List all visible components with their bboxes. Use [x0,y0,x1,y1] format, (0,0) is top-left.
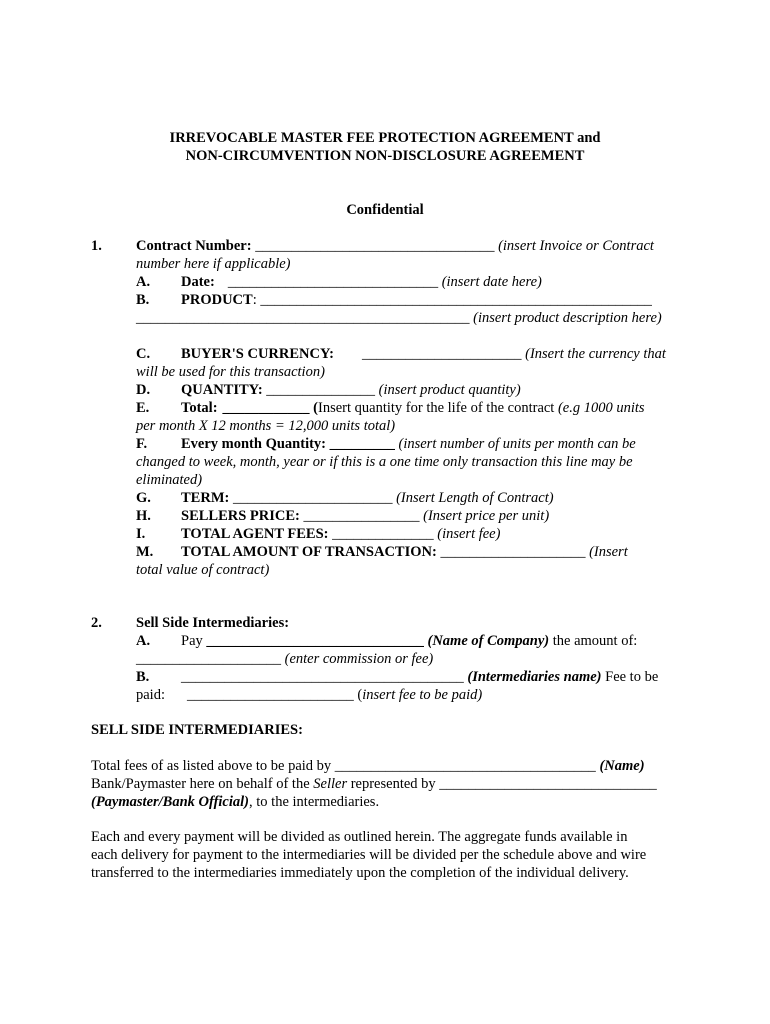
payment-paragraph-line-2: each delivery for payment to the intermediaries will be divided per the schedule above and wire [91,847,647,863]
item-m-hint: total value of contract) [136,562,270,578]
s2-item-a-pay: Pay ______________________________ (Name of Company) the amount of: [181,633,638,649]
total-fees-line-1: Total fees of as listed above to be paid by ____________________________________ (Name) [91,758,645,774]
confidential-heading: Confidential [346,202,424,218]
item-e-hint: per month X 12 months = 12,000 units total) [136,418,396,434]
item-d-letter: D. [136,382,151,398]
item-c-letter: C. [136,346,151,362]
item-f-hint-3: eliminated) [136,472,203,488]
section-1-number: 1. [91,238,102,254]
contract-number-line: Contract Number: _________________________________ (insert Invoice or Contract [136,238,654,254]
section-2-number: 2. [91,615,102,631]
item-b-letter: B. [136,292,150,308]
item-c-hint: will be used for this transaction) [136,364,325,380]
payment-paragraph-line-1: Each and every payment will be divided as outlined herein. The aggregate funds available in [91,829,628,845]
item-e-total: Total: ____________ (Insert quantity for the life of the contract (e.g 1000 units [181,400,645,416]
section-2-heading: Sell Side Intermediaries: [136,615,290,631]
item-m-letter: M. [136,544,154,560]
item-a-letter: A. [136,274,151,290]
payment-paragraph-line-3: transferred to the intermediaries immediately upon the completion of the individual delivery. [91,865,629,881]
s2-item-b-intermediary: _______________________________________ (Intermediaries name) Fee to be [181,669,659,685]
item-f-hint-2: changed to week, month, year or if this is a one time only transaction this line may be [136,454,633,470]
item-c-currency-blank: ______________________ (Insert the currency that [362,346,666,362]
s2-item-a-letter: A. [136,633,151,649]
item-i-agent-fees: TOTAL AGENT FEES: ______________ (insert fee) [181,526,501,542]
item-i-letter: I. [136,526,146,542]
s2-item-b-letter: B. [136,669,150,685]
contract-number-hint: number here if applicable) [136,256,291,272]
item-m-total-amount: TOTAL AMOUNT OF TRANSACTION: ____________________ (Insert [181,544,628,560]
item-b-product-line-2: ______________________________________________ (insert product description here) [136,310,662,326]
total-fees-line-3: (Paymaster/Bank Official), to the intermediaries. [91,794,380,810]
s2-item-b-paid-blank: _______________________ (insert fee to be paid) [187,687,483,703]
sell-side-heading: SELL SIDE INTERMEDIARIES: [91,722,303,738]
item-h-sellers-price: SELLERS PRICE: ________________ (Insert price per unit) [181,508,550,524]
s2-item-b-paid-label: paid: [136,687,165,703]
title-line-1: IRREVOCABLE MASTER FEE PROTECTION AGREEMENT and [169,130,601,146]
item-d-quantity: QUANTITY: _______________ (insert product quantity) [181,382,521,398]
item-f-monthly-quantity: Every month Quantity: _________ (insert number of units per month can be [181,436,636,452]
total-fees-line-2: Bank/Paymaster here on behalf of the Seller represented by ______________________________ [91,776,657,792]
item-e-letter: E. [136,400,150,416]
s2-item-a-line-2: ____________________ (enter commission or fee) [136,651,434,667]
item-c-currency: BUYER'S CURRENCY: [181,346,334,362]
item-g-term: TERM: ______________________ (Insert Length of Contract) [181,490,554,506]
item-h-letter: H. [136,508,151,524]
title-line-2: NON-CIRCUMVENTION NON-DISCLOSURE AGREEMENT [185,148,585,164]
item-f-letter: F. [136,436,148,452]
item-b-product: PRODUCT: ______________________________________________________ [181,292,652,308]
item-g-letter: G. [136,490,151,506]
item-a-date: Date: _____________________________ (insert date here) [181,274,542,290]
